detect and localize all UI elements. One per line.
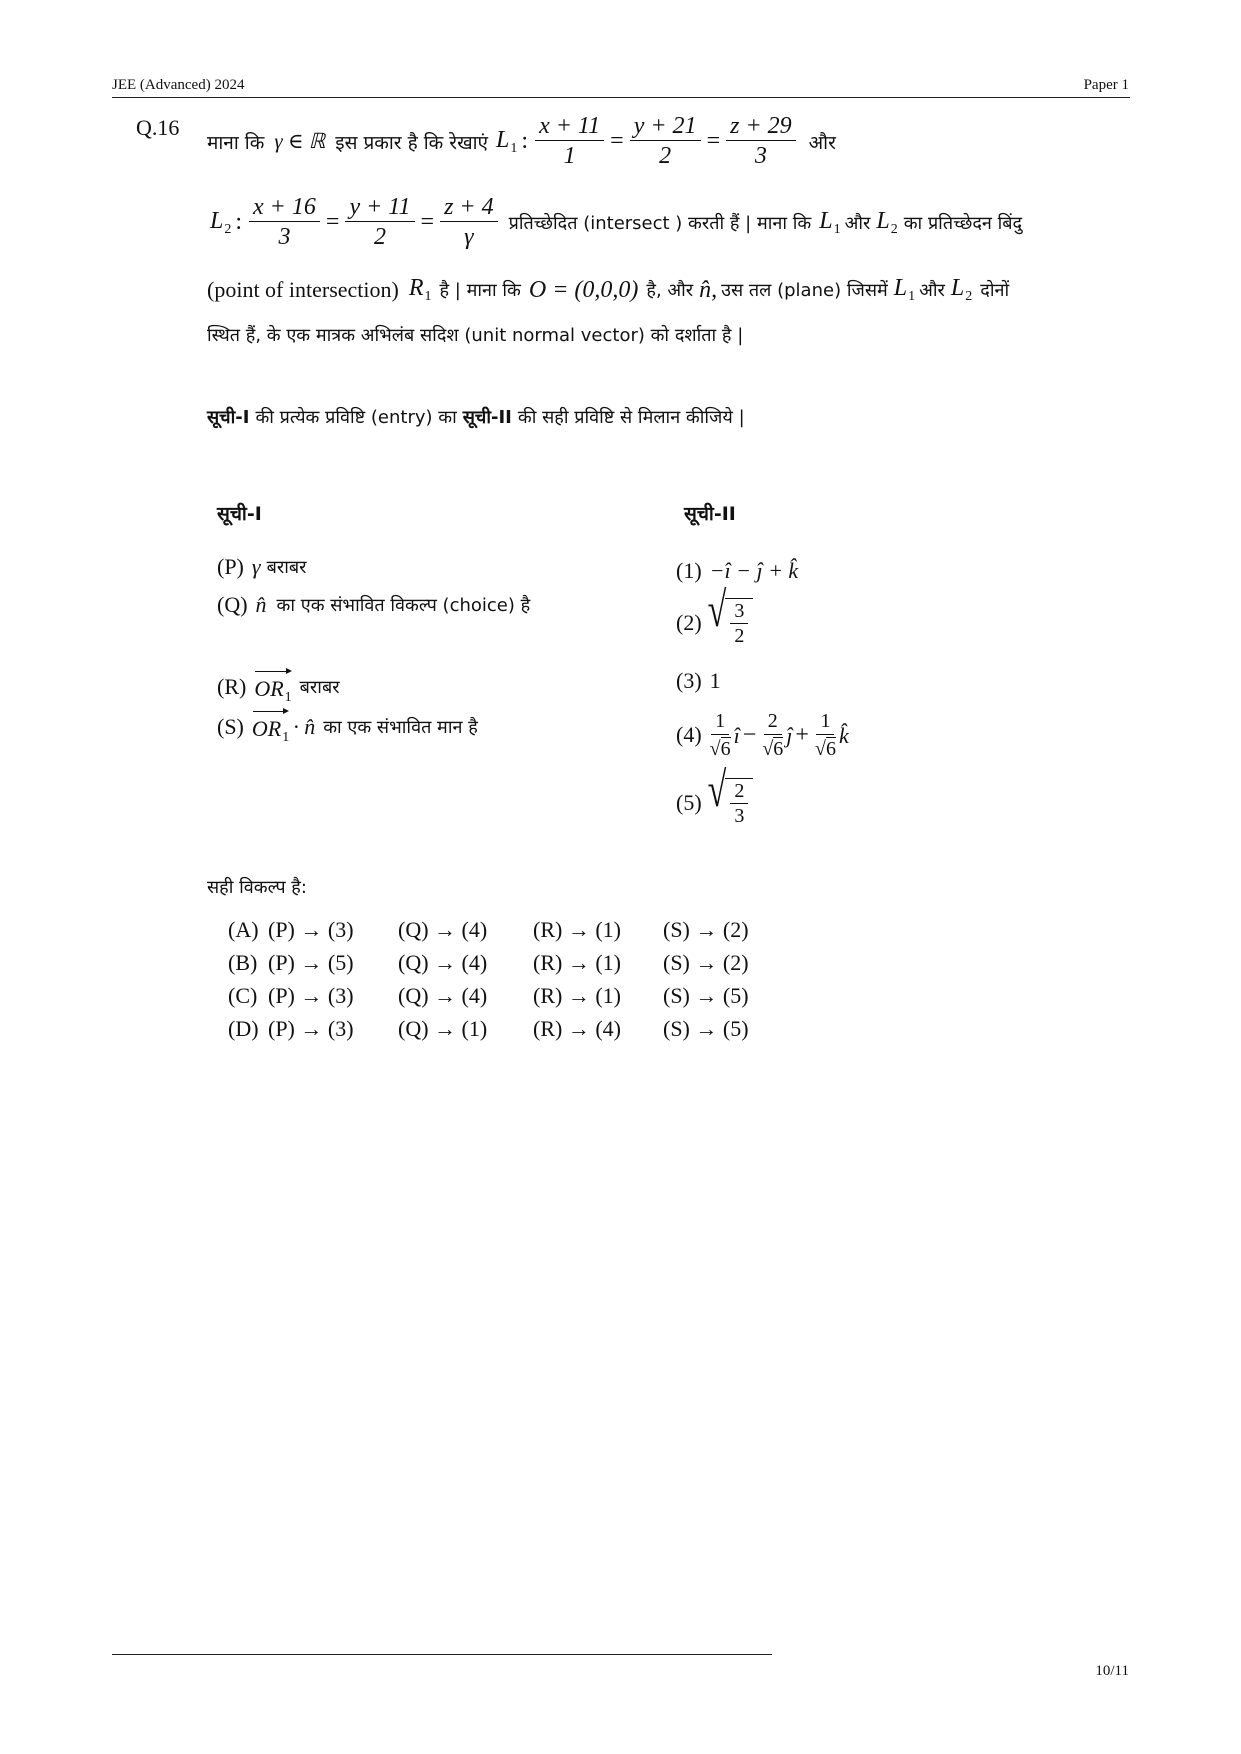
list1-ref: सूची-I bbox=[207, 407, 250, 428]
intro-text: माना कि bbox=[207, 131, 265, 154]
plane-text: उस तल (plane) जिसमें bbox=[721, 280, 888, 301]
item-label: (1) bbox=[676, 558, 702, 583]
intersect-text: प्रतिच्छेदित (intersect ) करती हैं | माना कि bbox=[508, 212, 812, 234]
item-label: (2) bbox=[676, 609, 702, 635]
answer-prompt: सही विकल्प है: bbox=[207, 877, 307, 898]
l2-frac-x: $\frac{x + 16}{3}$ bbox=[249, 193, 320, 252]
item-label: (R) bbox=[217, 673, 247, 699]
list1-item-s bbox=[217, 708, 478, 746]
list1-item-q bbox=[217, 592, 530, 618]
gamma-symbol: γ bbox=[251, 554, 261, 580]
question-line-4 bbox=[207, 323, 743, 347]
option-mapping: (P) → (3) bbox=[268, 917, 354, 942]
l1-ref-2: $L_1$ bbox=[893, 275, 916, 304]
list1-heading: सूची-I bbox=[217, 503, 262, 525]
vector-expression: −î − ĵ + k̂ bbox=[709, 558, 799, 584]
intro-mid-text: इस प्रकार है कि रेखाएं bbox=[335, 131, 489, 154]
list2-ref: सूची-II bbox=[462, 407, 512, 428]
l1-ref: $L_1$ bbox=[819, 207, 841, 237]
intersection-point-text: का प्रतिच्छेदन बिंदु bbox=[903, 212, 1023, 234]
option-mapping: (R) → (1) bbox=[533, 950, 621, 975]
header-paper: Paper 1 bbox=[1083, 77, 1129, 93]
plus-sign: + bbox=[795, 722, 809, 748]
dot-n-hat: · n̂ bbox=[293, 714, 316, 739]
equals-sign: = bbox=[325, 209, 340, 235]
option-label[interactable]: (C) bbox=[228, 983, 258, 1008]
option-mapping: (S) → (5) bbox=[663, 983, 749, 1008]
l2-ref: $L_2$ bbox=[876, 207, 898, 237]
list2-item-4 bbox=[676, 708, 849, 763]
question-line-3 bbox=[207, 275, 1009, 305]
list2-item-2 bbox=[676, 583, 753, 648]
list1-item-p bbox=[217, 554, 307, 580]
option-mapping: (P) → (5) bbox=[268, 950, 354, 975]
point-of-intersection-text: (point of intersection) bbox=[207, 276, 399, 302]
and-text: है, और bbox=[646, 280, 694, 301]
coefficient-i: $\frac{1}{√6}$ bbox=[709, 710, 731, 760]
question-line-1 bbox=[207, 112, 836, 171]
option-mapping: (R) → (4) bbox=[533, 1016, 621, 1041]
option-mapping: (S) → (5) bbox=[663, 1016, 749, 1041]
n-hat: n̂, bbox=[699, 276, 718, 303]
colon: : bbox=[521, 128, 529, 154]
list1-item-r bbox=[217, 668, 340, 706]
l2-symbol: $L_2$ bbox=[210, 207, 232, 237]
option-mapping: (Q) → (4) bbox=[398, 983, 488, 1008]
option-label[interactable]: (B) bbox=[228, 950, 258, 975]
instruction-text-2: की सही प्रविष्टि से मिलान कीजिये | bbox=[517, 407, 745, 428]
unit-k: k̂ bbox=[838, 722, 849, 748]
list2-item-1 bbox=[676, 558, 798, 584]
item-label: (Q) bbox=[217, 592, 248, 617]
list2-item-3 bbox=[676, 668, 721, 694]
list2-item-5 bbox=[676, 763, 753, 828]
item-text: बराबर bbox=[299, 677, 340, 698]
gamma-in-reals: γ ∈ ℝ bbox=[274, 129, 326, 153]
coefficient-j: $\frac{2}{√6}$ bbox=[762, 710, 784, 760]
item-label: (5) bbox=[676, 789, 702, 815]
item-label: (3) bbox=[676, 668, 702, 693]
footer-rule bbox=[112, 1654, 772, 1655]
colon: : bbox=[235, 209, 243, 235]
header-rule bbox=[112, 97, 1130, 98]
option-label[interactable]: (A) bbox=[228, 917, 259, 942]
option-mapping: (P) → (3) bbox=[268, 983, 354, 1008]
and-text: और bbox=[808, 131, 836, 154]
unit-i: î bbox=[733, 722, 740, 748]
item-text: का एक संभावित मान है bbox=[323, 717, 478, 738]
l1-frac-y: $\frac{y + 21}{2}$ bbox=[630, 112, 701, 171]
option-label[interactable]: (D) bbox=[228, 1016, 259, 1041]
header-title: JEE (Advanced) 2024 bbox=[112, 77, 245, 93]
origin-def: O = (0,0,0) bbox=[528, 276, 639, 303]
l1-frac-x: $\frac{x + 11}{1}$ bbox=[535, 112, 604, 171]
question-line-2 bbox=[210, 193, 1022, 252]
vector-or1: $OR_1$ bbox=[254, 668, 291, 706]
list2-heading: सूची-II bbox=[684, 503, 736, 525]
both-text: दोनों bbox=[980, 280, 1010, 301]
sqrt-expression: √ $\frac{3}{2}$ bbox=[708, 598, 754, 648]
option-mapping: (P) → (3) bbox=[268, 1016, 354, 1041]
item-value: 1 bbox=[709, 668, 721, 694]
page-number: 10/11 bbox=[1095, 1663, 1129, 1679]
equals-sign: = bbox=[706, 128, 721, 154]
item-label: (4) bbox=[676, 722, 702, 748]
equals-sign: = bbox=[610, 128, 624, 154]
item-label: (S) bbox=[217, 713, 244, 739]
l2-frac-y: $\frac{y + 11}{2}$ bbox=[345, 193, 414, 252]
let-text: है | माना कि bbox=[439, 280, 521, 301]
unit-normal-text: स्थित हैं, के एक मात्रक अभिलंब सदिश (unit normal vector) को दर्शाता है | bbox=[207, 325, 744, 346]
question-number: Q.16 bbox=[136, 115, 180, 140]
minus-sign: − bbox=[742, 722, 757, 748]
and-text-2: और bbox=[919, 280, 945, 301]
item-label: (P) bbox=[217, 554, 244, 579]
l2-ref-2: $L_2$ bbox=[950, 275, 973, 304]
l1-symbol: $L_1$ bbox=[496, 126, 518, 156]
l1-frac-z: $\frac{z + 29}{3}$ bbox=[726, 112, 796, 171]
option-mapping: (Q) → (1) bbox=[398, 1016, 488, 1041]
item-text: का एक संभावित विकल्प (choice) है bbox=[276, 595, 531, 617]
n-hat-symbol: n̂ bbox=[255, 592, 267, 618]
and-text: और bbox=[844, 212, 871, 234]
unit-j: ĵ bbox=[786, 722, 793, 748]
l2-frac-z: $\frac{z + 4}{\gamma}$ bbox=[440, 193, 498, 252]
option-mapping: (Q) → (4) bbox=[398, 950, 488, 975]
vector-or1: $OR_1$ bbox=[252, 708, 289, 746]
equals-sign: = bbox=[420, 209, 435, 235]
option-mapping: (Q) → (4) bbox=[398, 917, 488, 942]
option-mapping: (R) → (1) bbox=[533, 983, 621, 1008]
option-mapping: (S) → (2) bbox=[663, 917, 749, 942]
coefficient-k: $\frac{1}{√6}$ bbox=[814, 710, 836, 760]
sqrt-expression: √ $\frac{2}{3}$ bbox=[708, 778, 754, 828]
r1-symbol: $R_1$ bbox=[408, 275, 432, 304]
instruction bbox=[207, 405, 745, 429]
option-mapping: (R) → (1) bbox=[533, 917, 621, 942]
item-text: बराबर bbox=[266, 557, 307, 579]
option-mapping: (S) → (2) bbox=[663, 950, 749, 975]
instruction-text-1: की प्रत्येक प्रविष्टि (entry) का bbox=[255, 407, 457, 428]
